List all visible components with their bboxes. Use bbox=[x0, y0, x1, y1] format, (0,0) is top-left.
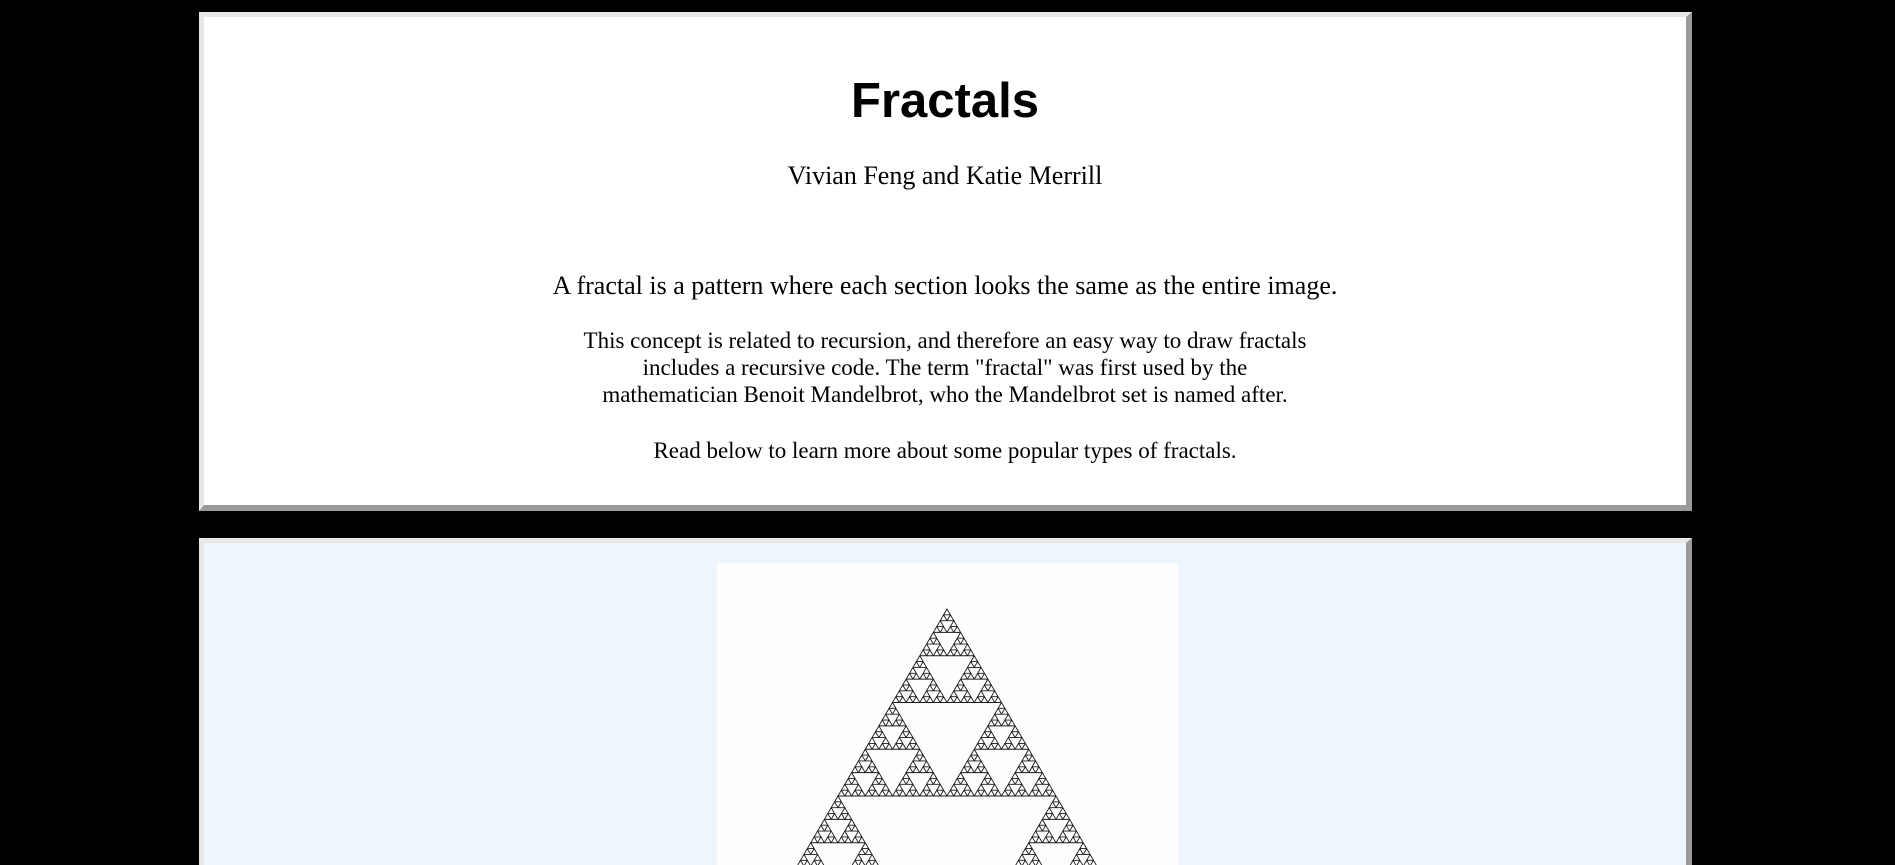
intro-closing-text: Read below to learn more about some popular types of fractals. bbox=[653, 438, 1237, 463]
authors-line: Vivian Feng and Katie Merrill bbox=[787, 161, 1103, 190]
sierpinski-image bbox=[717, 563, 1178, 865]
intro-body-text: This concept is related to recursion, and therefore an easy way to draw fractals includes a recursive code. The term "fractal" was first used by the mathematician Benoit Mandelbrot, who the Mandelbrot set is named after. bbox=[583, 328, 1307, 407]
intro-panel bbox=[199, 12, 1692, 511]
page-title: Fractals bbox=[851, 74, 1039, 128]
sierpinski-triangle-icon bbox=[717, 563, 1178, 865]
fractal-section bbox=[199, 538, 1692, 865]
intro-lead-text: A fractal is a pattern where each section looks the same as the entire image. bbox=[552, 271, 1338, 300]
